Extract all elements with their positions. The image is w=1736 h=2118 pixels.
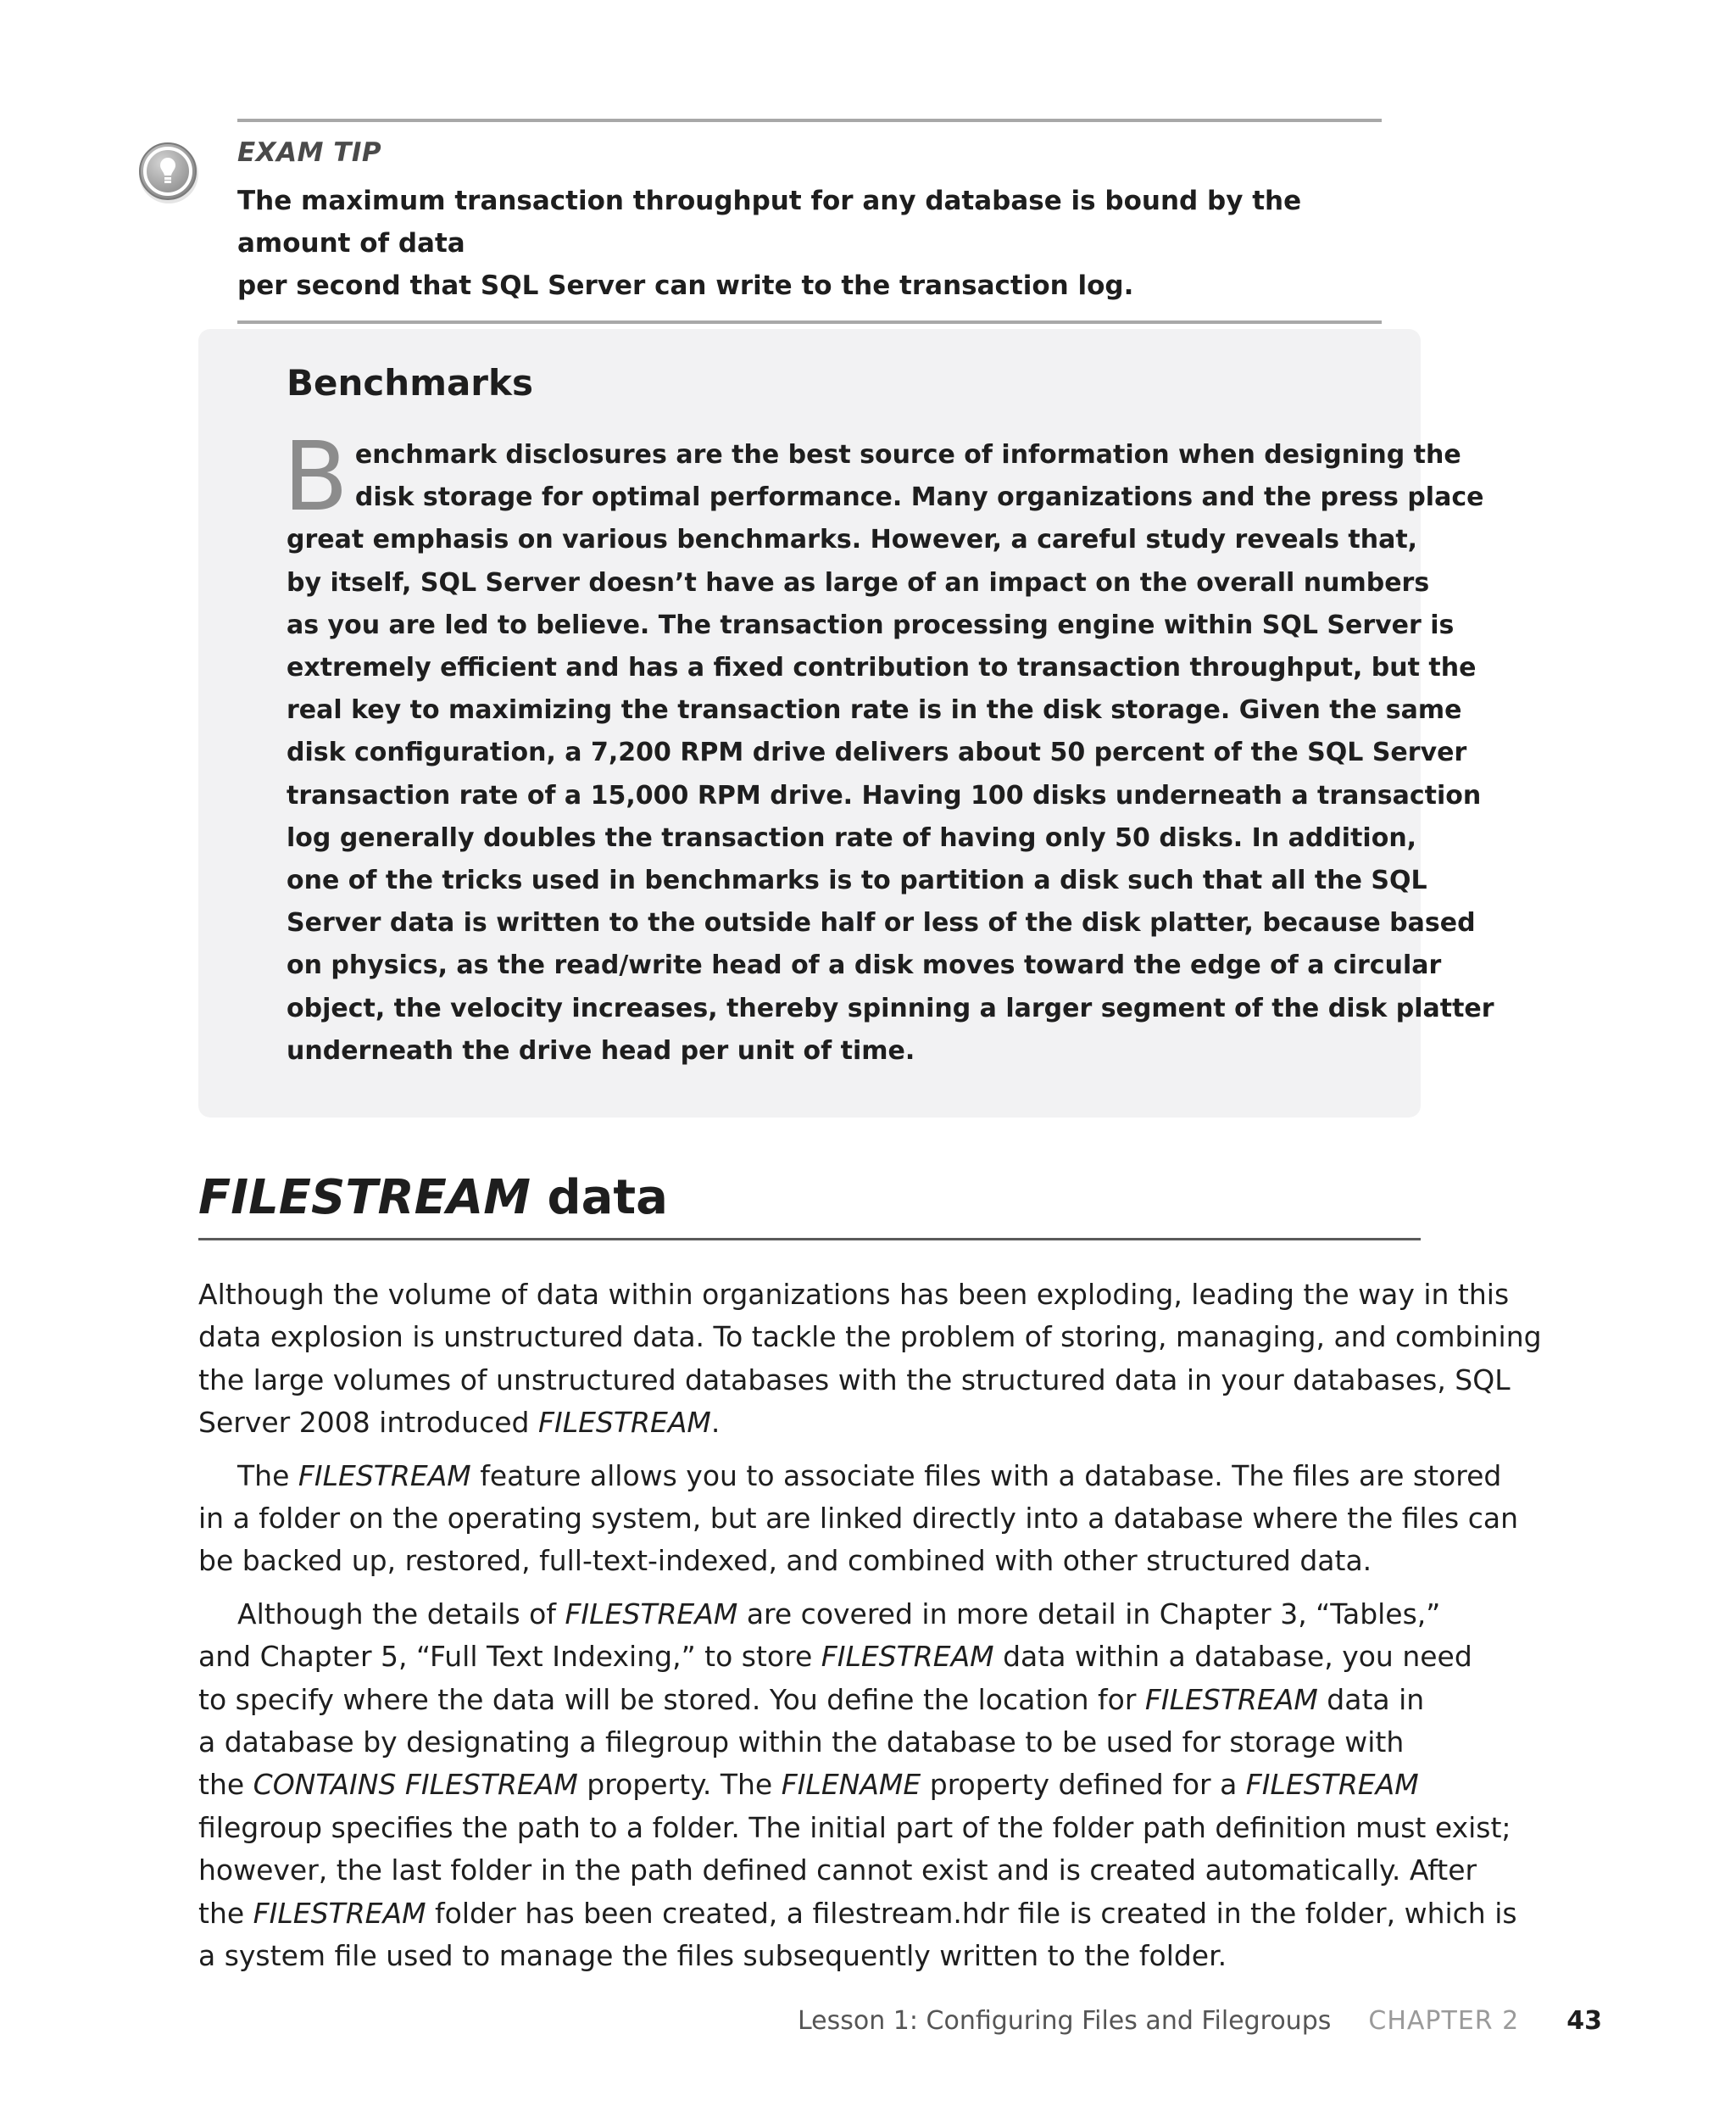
text-run: data in [1317, 1682, 1425, 1716]
italic-term: FILESTREAM [1144, 1682, 1318, 1716]
body-line: a system file used to manage the files subsequently written to the folder. [198, 1939, 1227, 1973]
paragraph-3 [198, 1593, 1517, 1978]
sidebar-line: real key to maximizing the transaction rate is in the disk storage. Given the same [287, 695, 1462, 726]
body-text [198, 1274, 1542, 1988]
body-line [198, 1636, 1472, 1678]
sidebar-line: disk configuration, a 7,200 RPM drive delivers about 50 percent of the SQL Server [287, 738, 1467, 768]
section-heading-rest: data [531, 1170, 668, 1225]
footer-lesson: Lesson 1: Configuring Files and Filegroups [798, 2006, 1332, 2036]
sidebar-line: object, the velocity increases, thereby spinning a larger segment of the disk platter [287, 993, 1494, 1023]
body-line: Although the volume of data within organizations has been exploding, leading the way in this [198, 1278, 1510, 1311]
italic-term: FILESTREAM [1245, 1768, 1419, 1802]
lightbulb-icon [136, 139, 202, 205]
body-line [198, 1764, 1427, 1806]
body-line: be backed up, restored, full-text-indexed, and combined with other structured data. [198, 1544, 1372, 1578]
text-run: and Chapter 5, “Full Text Indexing,” to store [198, 1640, 821, 1674]
sidebar-line: great emphasis on various benchmarks. However, a careful study reveals that, [287, 525, 1418, 555]
sidebar-line: extremely efficient and has a fixed contribution to transaction throughput, but the [287, 653, 1477, 683]
sidebar-title: Benchmarks [287, 362, 533, 404]
body-line [198, 1402, 1427, 1444]
body-line: the large volumes of unstructured databases with the structured data in your databases, SQL [198, 1363, 1511, 1396]
text-run: . [710, 1406, 721, 1440]
drop-cap: B [283, 422, 348, 532]
section-heading-italic: FILESTREAM [198, 1170, 531, 1225]
paragraph-2 [198, 1455, 1518, 1583]
sidebar-line: enchmark disclosures are the best source of information when designing the [354, 440, 1461, 470]
text-run: folder has been created, a filestream.hdr file is created in the folder, which is [426, 1896, 1517, 1930]
exam-tip-line: per second that SQL Server can write to the transaction log. [237, 270, 1134, 301]
body-line: a database by designating a filegroup within the database to be used for storage with [198, 1725, 1405, 1759]
text-run: property defined for a [921, 1768, 1246, 1802]
sidebar-line: Server data is written to the outside half or less of the disk platter, because based [287, 908, 1476, 939]
text-run: the [198, 1896, 253, 1930]
body-line [198, 1679, 1427, 1721]
exam-tip-box [237, 119, 1382, 324]
body-line [198, 1593, 1441, 1636]
italic-term: FILESTREAM [298, 1458, 471, 1492]
body-line [198, 1892, 1517, 1935]
text-run: property. The [577, 1768, 782, 1802]
italic-term: CONTAINS FILESTREAM [253, 1768, 578, 1802]
sidebar-line: on physics, as the read/write head of a disk moves toward the edge of a circular [287, 950, 1442, 981]
benchmarks-sidebar [198, 329, 1494, 1118]
body-line [198, 1455, 1502, 1497]
paragraph-1 [198, 1274, 1542, 1445]
text-run: the [198, 1768, 253, 1802]
sidebar-line: log generally doubles the transaction rate of having only 50 disks. In addition, [287, 822, 1417, 853]
sidebar-line: disk storage for optimal performance. Many organizations and the press place [354, 482, 1484, 513]
body-line: filegroup specifies the path to a folder. The initial part of the folder path definition must exist; [198, 1810, 1511, 1844]
italic-term: FILESTREAM [821, 1640, 994, 1674]
text-run: are covered in more detail in Chapter 3, “Tables,” [737, 1597, 1441, 1630]
sidebar-body [283, 422, 1494, 1073]
sidebar-line: underneath the drive head per unit of time. [287, 1035, 915, 1066]
sidebar-line: by itself, SQL Server doesn’t have as large of an impact on the overall numbers [287, 567, 1430, 598]
footer-chapter: CHAPTER 2 [1368, 2006, 1520, 2036]
exam-tip-title: EXAM TIP [237, 137, 382, 168]
body-line: data explosion is unstructured data. To tackle the problem of storing, managing, and combining [198, 1320, 1542, 1354]
italic-term: FILESTREAM [537, 1406, 711, 1440]
exam-tip-text [237, 180, 1382, 307]
exam-tip-line: The maximum transaction throughput for any database is bound by the amount of data [237, 186, 1302, 259]
body-line: in a folder on the operating system, but are linked directly into a database where the files can [198, 1502, 1518, 1536]
text-run: Although the details of [237, 1597, 565, 1630]
text-run: to specify where the data will be stored. You define the location for [198, 1682, 1145, 1716]
body-line: however, the last folder in the path defined cannot exist and is created automatically. After [198, 1853, 1477, 1887]
italic-term: FILESTREAM [253, 1896, 426, 1930]
sidebar-line: transaction rate of a 15,000 RPM drive. Having 100 disks underneath a transaction [287, 780, 1482, 811]
text-run: feature allows you to associate files with a database. The files are stored [470, 1458, 1502, 1492]
page-number: 43 [1566, 2006, 1602, 2036]
italic-term: FILESTREAM [565, 1597, 738, 1630]
sidebar-line: as you are led to believe. The transaction processing engine within SQL Server is [287, 610, 1455, 640]
text-run: Server 2008 introduced [198, 1406, 538, 1440]
page-footer [798, 2004, 1602, 2038]
text-run: data within a database, you need [993, 1640, 1472, 1674]
section-heading [198, 1168, 1421, 1240]
sidebar-line: one of the tricks used in benchmarks is to partition a disk such that all the SQL [287, 866, 1427, 896]
italic-term: FILENAME [781, 1768, 921, 1802]
text-run: The [237, 1458, 298, 1492]
